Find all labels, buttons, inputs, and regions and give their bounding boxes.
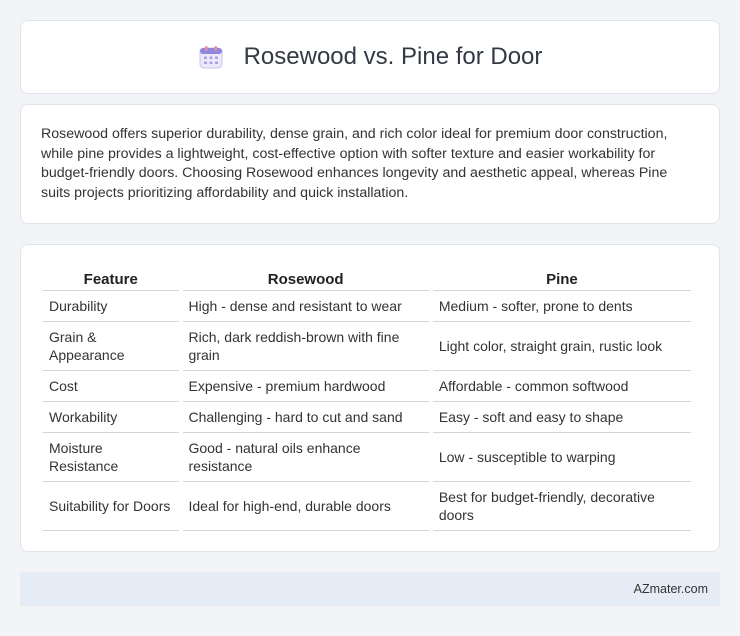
table-row xyxy=(43,482,691,531)
comparison-table xyxy=(39,265,695,531)
rosewood-cell: Good - natural oils enhance resistance xyxy=(183,433,429,482)
table-row xyxy=(43,291,691,322)
table-row xyxy=(43,402,691,433)
calendar-icon xyxy=(198,44,224,70)
feature-cell: Moisture Resistance xyxy=(43,433,179,482)
footer-brand: AZmater.com xyxy=(633,582,708,596)
header xyxy=(198,43,543,71)
feature-cell: Suitability for Doors xyxy=(43,482,179,531)
pine-cell: Low - susceptible to warping xyxy=(433,433,691,482)
header-card xyxy=(20,20,720,94)
pine-cell: Medium - softer, prone to dents xyxy=(433,291,691,322)
column-header-pine: Pine xyxy=(433,265,691,291)
rosewood-cell: Challenging - hard to cut and sand xyxy=(183,402,429,433)
table-row xyxy=(43,433,691,482)
pine-cell: Easy - soft and easy to shape xyxy=(433,402,691,433)
feature-cell: Grain & Appearance xyxy=(43,322,179,371)
rosewood-cell: Rich, dark reddish-brown with fine grain xyxy=(183,322,429,371)
column-header-feature: Feature xyxy=(43,265,179,291)
summary-card xyxy=(20,104,720,224)
comparison-card xyxy=(20,244,720,552)
pine-cell: Affordable - common softwood xyxy=(433,371,691,402)
rosewood-cell: Ideal for high-end, durable doors xyxy=(183,482,429,531)
pine-cell: Best for budget-friendly, decorative doors xyxy=(433,482,691,531)
feature-cell: Workability xyxy=(43,402,179,433)
footer xyxy=(20,572,720,606)
feature-cell: Cost xyxy=(43,371,179,402)
pine-cell: Light color, straight grain, rustic look xyxy=(433,322,691,371)
page-title: Rosewood vs. Pine for Door xyxy=(243,43,543,70)
table-row xyxy=(43,322,691,371)
column-header-rosewood: Rosewood xyxy=(183,265,429,291)
table-row xyxy=(43,371,691,402)
rosewood-cell: Expensive - premium hardwood xyxy=(183,371,429,402)
rosewood-cell: High - dense and resistant to wear xyxy=(183,291,429,322)
feature-cell: Durability xyxy=(43,291,179,322)
summary-text: Rosewood offers superior durability, dense grain, and rich color ideal for premium door construction, while pine provides a lightweight, cost-effective option with softer texture and easier workability for budget-friendly doors. Choosing Rosewood enhances longevity and aesthetic appeal, whereas Pine suits projects prioritizing affordability and quick installation. xyxy=(41,126,668,201)
table-header-row xyxy=(43,265,691,291)
